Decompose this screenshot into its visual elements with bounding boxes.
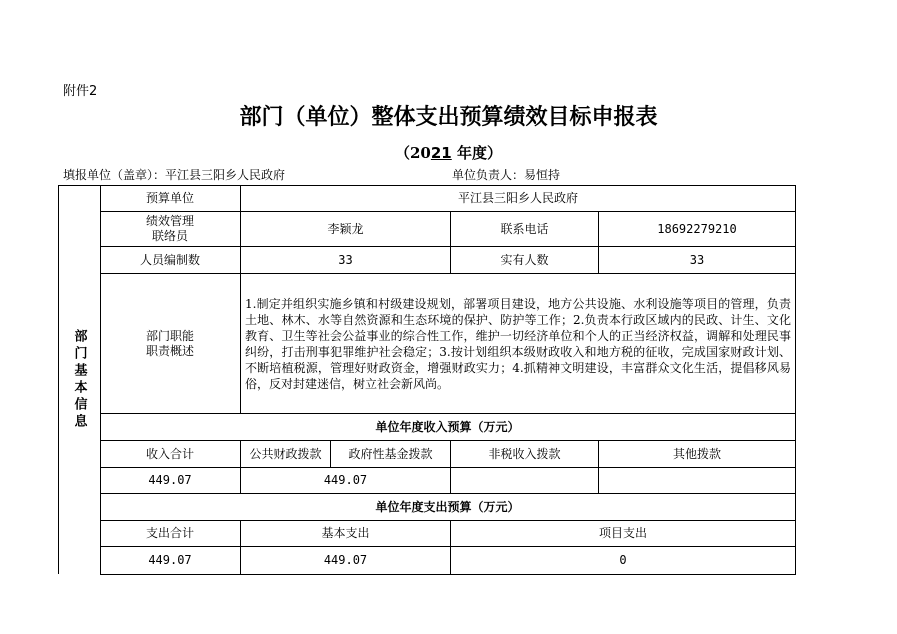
income-total-value: 449.07 xyxy=(148,473,192,487)
duties-cell xyxy=(241,274,795,413)
duties-label-line1: 部门职能 xyxy=(145,328,194,343)
section-label: 部门基本信息 xyxy=(71,329,87,431)
phone-label: 联系电话 xyxy=(500,221,549,236)
filling-unit: 填报单位（盖章）：平江县三阳乡人民政府 xyxy=(63,168,286,182)
contact-label-line1: 绩效管理 xyxy=(145,214,194,228)
income-header-public: 公共财政拨款 xyxy=(249,446,322,461)
income-header-fund: 政府性基金拨款 xyxy=(348,446,433,461)
expense-total-value: 449.07 xyxy=(148,553,192,567)
phone-value: 18692279210 xyxy=(657,221,737,236)
year-line xyxy=(0,142,897,163)
attachment-label: 附件2 xyxy=(63,84,98,99)
income-nontax-value xyxy=(451,468,598,493)
income-header-other: 其他拨款 xyxy=(672,446,721,461)
actual-staff-label: 实有人数 xyxy=(500,252,549,267)
expense-header-total: 支出合计 xyxy=(145,526,194,540)
budget-unit-value: 平江县三阳乡人民政府 xyxy=(457,191,578,205)
staff-quota-value: 33 xyxy=(338,252,353,267)
income-heading: 单位年度收入预算（万元） xyxy=(375,419,520,434)
budget-unit-label: 预算单位 xyxy=(145,191,194,205)
expense-basic-value: 449.07 xyxy=(323,553,368,567)
year-prefix: （20 xyxy=(395,144,431,162)
duties-label xyxy=(100,274,240,413)
duties-text: 1.制定并组织实施乡镇和村级建设规划，部署项目建设，地方公共设施、水利设施等项目的管理，负责土地、林木、水等自然资源和生态环境的保护、防护等工作；2.负责本行政区域内的民政、计生、文化教育、卫生等社会公益事业的综合性工作，维护一切经济单位和个人的正当经济权益，调解和处理民事纠纷，打击刑事犯罪维护社会稳定；3.按计划组织本级财政收入和地方税的征收，完成国家财政计划、不断培植税源，管理好财政资金，增强财政实力；4.抓精神文明建设，丰富群众文化生活，提倡移风易俗，反对封建迷信，树立社会新风尚。 xyxy=(245,296,791,391)
actual-staff-value: 33 xyxy=(689,252,705,267)
page-title: 部门（单位）整体支出预算绩效目标申报表 xyxy=(239,104,658,130)
unit-leader: 单位负责人：易恒持 xyxy=(452,168,561,182)
expense-project-value: 0 xyxy=(619,553,627,567)
income-other-value xyxy=(599,468,795,493)
contact-label xyxy=(100,212,240,246)
expense-header-project: 项目支出 xyxy=(598,526,647,540)
year-value: 21 xyxy=(430,144,452,162)
expense-heading: 单位年度支出预算（万元） xyxy=(375,499,520,514)
expense-header-basic: 基本支出 xyxy=(321,526,370,540)
income-public-value: 449.07 xyxy=(323,473,368,487)
income-header-nontax: 非税收入拨款 xyxy=(488,446,561,461)
income-header-total: 收入合计 xyxy=(145,446,194,461)
staff-quota-label: 人员编制数 xyxy=(139,252,200,267)
contact-name: 李颖龙 xyxy=(327,221,364,236)
year-suffix: 年度） xyxy=(451,144,502,162)
contact-label-line2: 联络员 xyxy=(151,229,188,243)
duties-label-line2: 职责概述 xyxy=(145,343,194,358)
